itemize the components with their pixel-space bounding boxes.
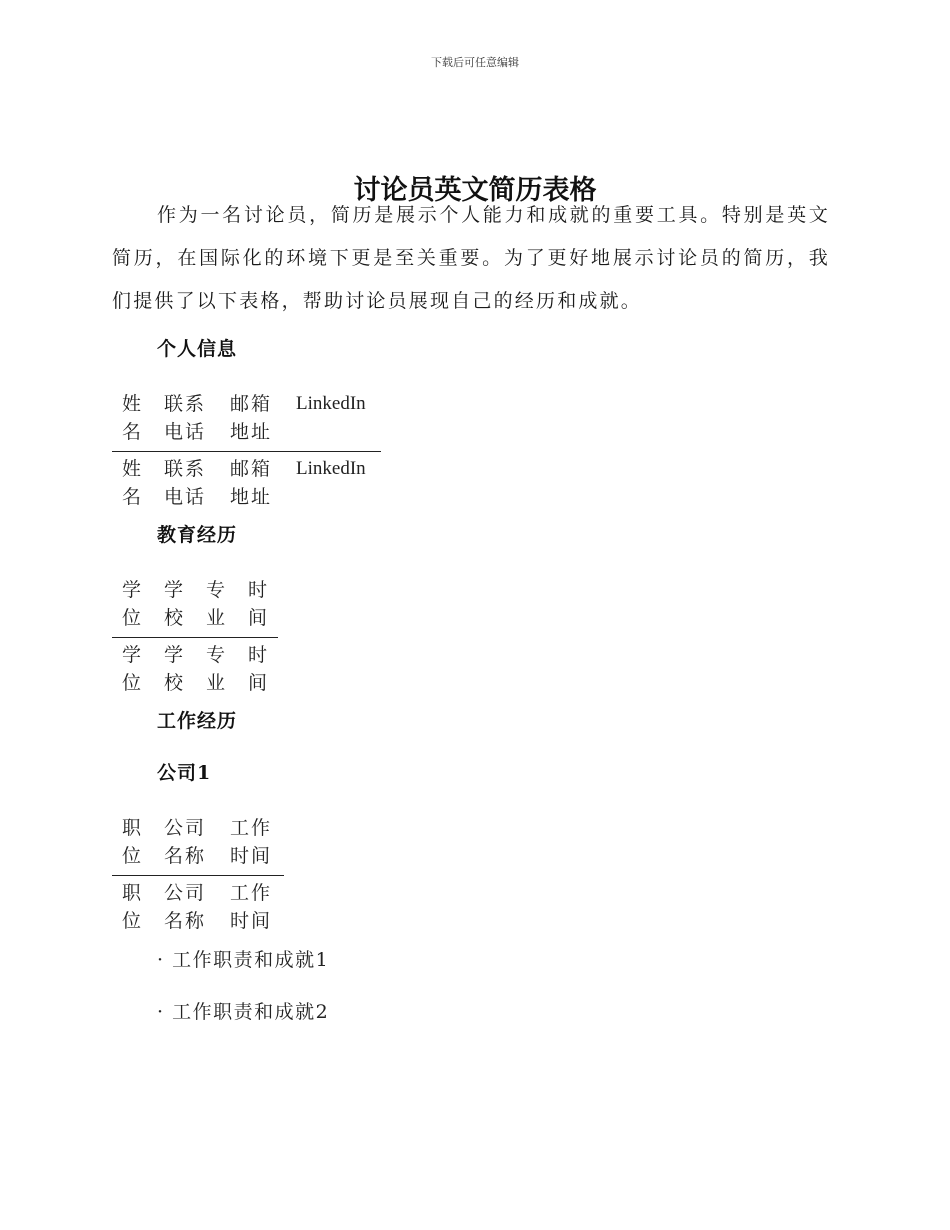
table-row <box>112 638 278 703</box>
education-table <box>112 574 278 702</box>
table-row <box>112 388 381 452</box>
table-cell: 邮箱地址 <box>220 388 286 452</box>
table-cell: 时间 <box>238 574 278 638</box>
table-cell: 时间 <box>248 644 270 694</box>
table-cell: 联系电话 <box>164 458 207 508</box>
section-heading-education: 教育经历 <box>157 524 238 546</box>
table-cell: 专业 <box>206 644 228 694</box>
section-heading-work: 工作经历 <box>157 710 238 732</box>
table-cell: 学校 <box>164 644 186 694</box>
work-table <box>112 812 284 940</box>
table-cell: 职位 <box>122 882 144 932</box>
table-cell: 工作时间 <box>230 882 273 932</box>
list-item: · 工作职责和成就2 <box>157 1001 330 1023</box>
table-cell: LinkedIn <box>296 458 366 479</box>
intro-paragraph: 作为一名讨论员，简历是展示个人能力和成就的重要工具。特别是英文简历，在国际化的环境下更是至关重要。为了更好地展示讨论员的简历，我们提供了以下表格，帮助讨论员展现自己的经历和成就。 <box>112 204 830 312</box>
table-cell: 公司名称 <box>154 812 220 876</box>
table-cell: 公司名称 <box>164 882 207 932</box>
table-row <box>112 812 284 876</box>
company-heading: 公司1 <box>157 762 212 784</box>
page-header: 下载后可任意编辑 <box>431 56 519 69</box>
list-item: · 工作职责和成就1 <box>157 949 330 971</box>
table-cell: 学位 <box>122 644 144 694</box>
table-cell: 姓名 <box>112 388 154 452</box>
table-row <box>112 574 278 638</box>
table-cell: 联系电话 <box>154 388 220 452</box>
table-cell: 邮箱地址 <box>230 458 273 508</box>
document-title: 讨论员英文简历表格 <box>353 175 597 207</box>
table-row <box>112 876 284 941</box>
section-heading-personal: 个人信息 <box>157 338 238 360</box>
table-cell: 学位 <box>112 574 154 638</box>
table-cell: 职位 <box>112 812 154 876</box>
table-cell: 姓名 <box>122 458 144 508</box>
table-cell: 学校 <box>154 574 196 638</box>
table-cell: 专业 <box>196 574 238 638</box>
personal-info-table <box>112 388 381 516</box>
table-cell: LinkedIn <box>286 388 381 452</box>
table-row <box>112 452 381 517</box>
table-cell: 工作时间 <box>220 812 284 876</box>
